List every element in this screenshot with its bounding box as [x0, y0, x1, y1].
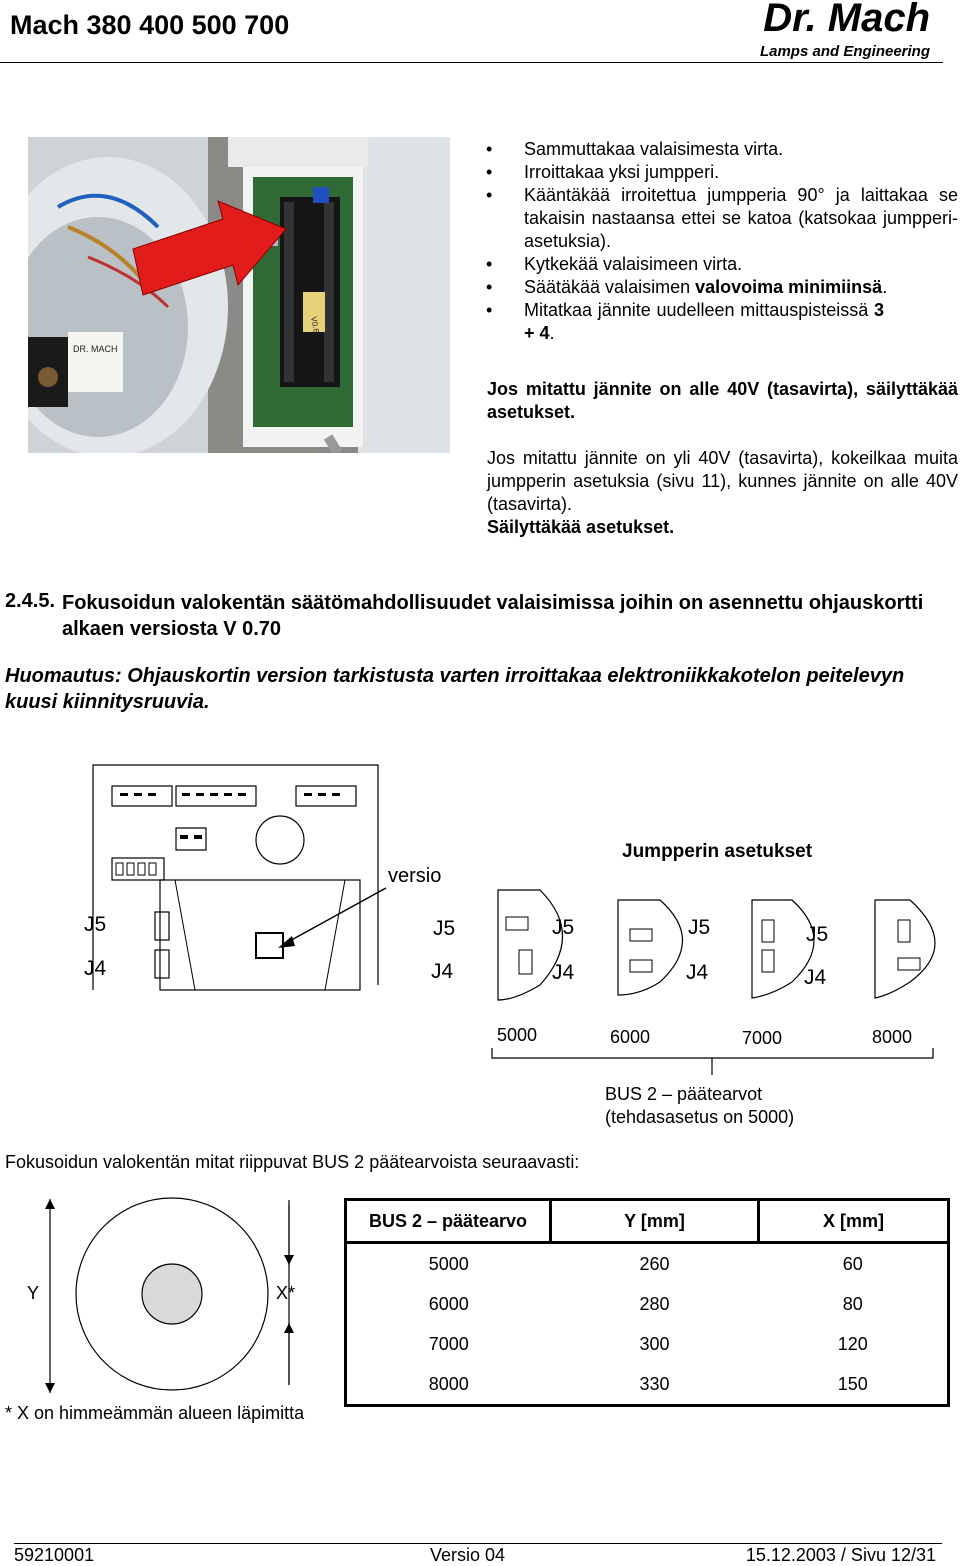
table-cell: 60: [842, 1253, 863, 1274]
column-header: BUS 2 – päätearvo: [346, 1200, 551, 1243]
instruction-item: • Irroittakaa yksi jumpperi.: [486, 161, 958, 184]
table-cell: 80: [842, 1293, 863, 1314]
j5-label: J5: [84, 913, 107, 936]
instruction-item: • Kytkekää valaisimeen virta.: [486, 253, 958, 276]
instruction-item: • Mitatkaa jännite uudelleen mittauspisteissä 3 + 4.: [486, 299, 884, 345]
table-row: [346, 1243, 949, 1285]
keep-settings-emphasis: Säilyttäkää asetukset.: [487, 517, 675, 537]
device-label: DR. MACH: [73, 344, 118, 354]
j5-label: J5: [552, 916, 575, 939]
table-row: [346, 1284, 949, 1324]
x-footnote: * X on himmeämmän alueen läpimitta: [5, 1403, 305, 1423]
j4-label: J4: [686, 961, 709, 984]
setting-value: 5000: [497, 1025, 538, 1045]
y-dimension-label: Y: [27, 1283, 40, 1303]
table-cell: 150: [837, 1373, 868, 1394]
instruction-item: • Kääntäkää irroitettua jumpperia 90° ja laittakaa se takaisin nastaansa ettei se katoa (katsokaa jumpperi-asetuksia).: [486, 184, 958, 253]
header-rule: [0, 62, 943, 63]
table-cell: 280: [639, 1293, 670, 1314]
x-dimension-label: X*: [276, 1283, 296, 1303]
instruction-item: • Sammuttakaa valaisimesta virta.: [486, 138, 958, 161]
table-row: [346, 1324, 949, 1364]
table-cell: 330: [639, 1373, 670, 1394]
electronics-photo: [28, 137, 450, 453]
document-model-title: Mach 380 400 500 700: [10, 10, 290, 40]
bus-endvalues-label: BUS 2 – päätearvot: [605, 1084, 763, 1104]
instruction-list: [486, 138, 958, 345]
light-field-diagram: [0, 1195, 340, 1415]
table-cell: 120: [837, 1333, 868, 1354]
setting-value: 7000: [742, 1028, 783, 1048]
j4-label: J4: [804, 966, 827, 989]
table-cell: 260: [639, 1253, 670, 1274]
dimensions-caption: Fokusoidun valokentän mitat riippuvat BUS 2 päätearvoista seuraavasti:: [5, 1152, 580, 1172]
adjust-jumper-note: Jos mitattu jännite on yli 40V (tasavirta), kokeilkaa muita jumpperin asetuksia (sivu 11), kunnes jännite on alle 40V (tasavirta). Säilyttäkää asetukset.: [487, 448, 958, 537]
table-cell: 8000: [428, 1373, 469, 1394]
brand-logo-text: Dr. Mach: [763, 0, 930, 40]
footer-rule: [14, 1543, 942, 1544]
brand-tagline: Lamps and Engineering: [759, 43, 930, 60]
jumper-settings-title: Jumpperin asetukset: [622, 841, 813, 862]
section-title: Fokusoidun valokentän säätömahdollisuudet valaisimissa joihin on asennettu ohjauskortti alkaen versiosta V 0.70: [62, 592, 924, 640]
table-cell: 6000: [428, 1293, 469, 1314]
table-cell: 5000: [428, 1253, 469, 1274]
j5-label: J5: [433, 917, 456, 940]
factory-setting-label: (tehdasasetus on 5000): [605, 1107, 795, 1127]
setting-value: 6000: [610, 1027, 651, 1047]
version-sticker: V0.6: [309, 315, 321, 334]
jumper-settings-diagram: [0, 750, 960, 1170]
version-label: versio: [388, 865, 442, 887]
version-check-note: Huomautus: Ohjauskortin version tarkistusta varten irroittakaa elektroniikkakotelon peitelevyn kuusi kiinnitysruuvia.: [5, 665, 905, 713]
j4-label: J4: [84, 957, 107, 980]
table-cell: 300: [639, 1333, 670, 1354]
column-header: Y [mm]: [551, 1200, 759, 1243]
setting-value: 8000: [872, 1027, 913, 1047]
j5-label: J5: [806, 923, 829, 946]
section-number: 2.4.5.: [5, 590, 56, 612]
table-row: [346, 1364, 949, 1406]
document-version: Versio 04: [430, 1545, 506, 1565]
bus-values-table: [344, 1198, 950, 1407]
j4-label: J4: [552, 961, 575, 984]
j5-label: J5: [688, 916, 711, 939]
table-header-row: [346, 1200, 949, 1243]
date-and-page: 15.12.2003 / Sivu 12/31: [745, 1545, 936, 1565]
j4-label: J4: [431, 960, 454, 983]
keep-settings-note: Jos mitattu jännite on alle 40V (tasavirta), säilyttäkää asetukset.: [487, 379, 958, 422]
document-number: 59210001: [14, 1545, 95, 1565]
column-header: X [mm]: [759, 1200, 949, 1243]
instruction-item: • Säätäkää valaisimen valovoima minimiinsä.: [486, 276, 958, 299]
table-cell: 7000: [428, 1333, 469, 1354]
